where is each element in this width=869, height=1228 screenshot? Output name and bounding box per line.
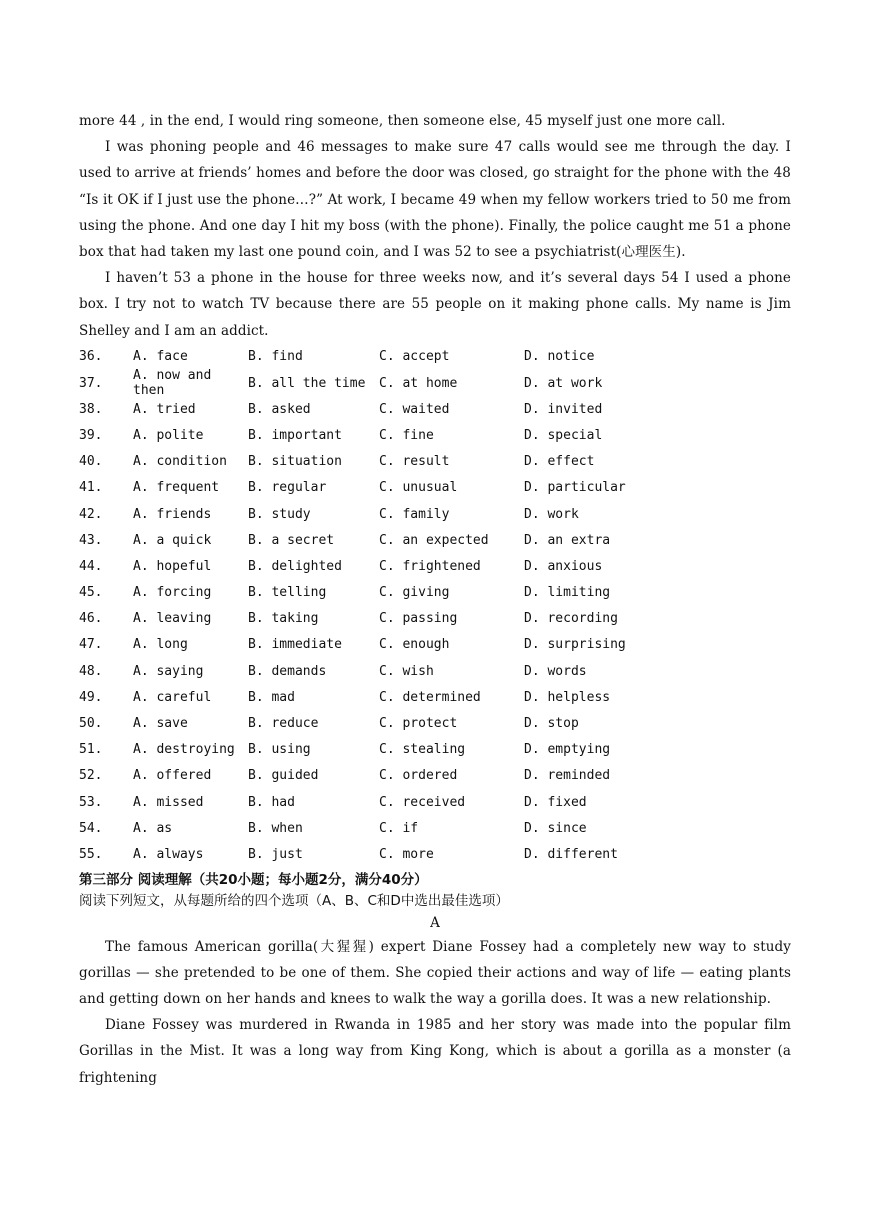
question-number: 48. (79, 663, 103, 679)
option-c: C. determined (379, 689, 481, 705)
option-b: B. just (248, 846, 303, 862)
question-row (79, 658, 791, 684)
document-page (79, 108, 791, 1091)
option-d: D. words (524, 663, 587, 679)
option-b: B. had (248, 794, 295, 810)
option-a: A. forcing (133, 585, 212, 601)
option-d: D. work (524, 506, 579, 522)
option-d: D. particular (524, 480, 626, 496)
option-d: D. effect (524, 454, 595, 470)
option-a: A. careful (133, 689, 212, 705)
option-c: C. stealing (379, 742, 466, 758)
reading-paragraph-1: The famous American gorilla(大猩猩) expert Diane Fossey had a completely new way to study gorillas — she pretended to be one of them. She copied their actions and way of life — eating plants and getting down on her hands and knees to walk the way a gorilla does. It was a new relationship. (79, 938, 791, 1007)
option-c: C. if (379, 820, 419, 836)
option-a: A. leaving (133, 611, 212, 627)
option-a: A. now and then (133, 368, 212, 399)
option-b: B. taking (248, 611, 319, 627)
option-b: B. delighted (248, 558, 342, 574)
question-number: 47. (79, 637, 103, 653)
option-a: A. friends (133, 506, 212, 522)
option-b: B. telling (248, 585, 327, 601)
option-a: A. long (133, 637, 188, 653)
option-c: C. an expected (379, 532, 489, 548)
passage-paragraph-2: I was phoning people and 46 messages to make sure 47 calls would see me through the day. I used to arrive at friends’ homes and before the door was closed, go straight for the phone with the 48 “Is it OK if I just use the phone…?” At work, I became 49 when my fellow workers tried to 50 me from using the phone. And one day I hit my boss (with the phone). Finally, the police caught me 51 a phone box that had taken my last one pound coin, and I was 52 to see a psychiatrist(心理医生). (79, 139, 791, 261)
option-d: D. since (524, 820, 587, 836)
question-row (79, 841, 791, 867)
option-a: A. as (133, 820, 173, 836)
option-c: C. ordered (379, 768, 458, 784)
option-b: B. study (248, 506, 311, 522)
option-c: C. more (379, 846, 434, 862)
option-b: B. regular (248, 480, 327, 496)
question-number: 42. (79, 506, 103, 522)
option-c: C. passing (379, 611, 458, 627)
option-d: D. notice (524, 349, 595, 365)
option-d: D. recording (524, 611, 618, 627)
question-number: 43. (79, 532, 103, 548)
option-b: B. guided (248, 768, 319, 784)
question-row (79, 396, 791, 422)
option-b: B. a secret (248, 532, 335, 548)
option-d: D. an extra (524, 532, 611, 548)
option-c: C. waited (379, 401, 450, 417)
question-row (79, 344, 791, 370)
question-number: 44. (79, 558, 103, 574)
option-a: A. polite (133, 427, 204, 443)
option-c: C. result (379, 454, 450, 470)
option-c: C. received (379, 794, 466, 810)
question-row (79, 632, 791, 658)
question-options-list (79, 344, 791, 868)
reading-paragraph-2: Diane Fossey was murdered in Rwanda in 1985 and her story was made into the popular film Gorillas in the Mist. It was a long way from King Kong, which is about a gorilla as a monster (a frightening (79, 1017, 791, 1086)
option-d: D. special (524, 427, 603, 443)
question-row (79, 737, 791, 763)
option-c: C. frightened (379, 558, 481, 574)
option-a: A. destroying (133, 742, 235, 758)
option-c: C. family (379, 506, 450, 522)
option-d: D. surprising (524, 637, 626, 653)
question-row (79, 789, 791, 815)
option-d: D. at work (524, 375, 603, 391)
question-number: 53. (79, 794, 103, 810)
section-heading: 第三部分 阅读理解（共20小题；每小题2分，满分40分） (79, 871, 428, 888)
option-c: C. at home (379, 375, 458, 391)
question-row (79, 553, 791, 579)
option-a: A. face (133, 349, 188, 365)
question-row (79, 815, 791, 841)
option-a: A. offered (133, 768, 212, 784)
option-b: B. reduce (248, 716, 319, 732)
option-b: B. when (248, 820, 303, 836)
question-row (79, 606, 791, 632)
option-d: D. invited (524, 401, 603, 417)
question-row (79, 580, 791, 606)
option-d: D. reminded (524, 768, 611, 784)
option-a: A. missed (133, 794, 204, 810)
option-a: A. a quick (133, 532, 212, 548)
option-b: B. mad (248, 689, 295, 705)
option-c: C. fine (379, 427, 434, 443)
option-b: B. demands (248, 663, 327, 679)
question-row (79, 684, 791, 710)
question-row (79, 422, 791, 448)
option-b: B. important (248, 427, 342, 443)
question-row (79, 501, 791, 527)
question-number: 46. (79, 611, 103, 627)
question-number: 37. (79, 375, 103, 391)
question-number: 41. (79, 480, 103, 496)
question-number: 45. (79, 585, 103, 601)
question-row (79, 475, 791, 501)
question-number: 54. (79, 820, 103, 836)
question-number: 40. (79, 454, 103, 470)
option-d: D. helpless (524, 689, 611, 705)
passage-paragraph-1: more 44 , in the end, I would ring someone, then someone else, 45 myself just one more call. (79, 113, 726, 129)
option-c: C. wish (379, 663, 434, 679)
option-a: A. frequent (133, 480, 220, 496)
question-number: 51. (79, 742, 103, 758)
question-row (79, 449, 791, 475)
option-c: C. protect (379, 716, 458, 732)
question-number: 55. (79, 846, 103, 862)
option-b: B. immediate (248, 637, 342, 653)
option-d: D. limiting (524, 585, 611, 601)
question-number: 39. (79, 427, 103, 443)
option-c: C. enough (379, 637, 450, 653)
option-d: D. stop (524, 716, 579, 732)
option-b: B. all the time (248, 375, 366, 391)
option-a: A. condition (133, 454, 227, 470)
option-a: A. always (133, 846, 204, 862)
option-b: B. using (248, 742, 311, 758)
option-d: D. fixed (524, 794, 587, 810)
option-d: D. emptying (524, 742, 611, 758)
option-a: A. saying (133, 663, 204, 679)
question-row (79, 710, 791, 736)
passage-letter: A (430, 914, 440, 931)
passage-paragraph-3: I haven’t 53 a phone in the house for three weeks now, and it’s several days 54 I used a phone box. I try not to watch TV because there are 55 people on it making phone calls. My name is Jim Shelley and I am an addict. (79, 270, 791, 339)
option-c: C. accept (379, 349, 450, 365)
option-d: D. different (524, 846, 618, 862)
question-number: 49. (79, 689, 103, 705)
question-number: 50. (79, 716, 103, 732)
question-number: 38. (79, 401, 103, 417)
question-row (79, 763, 791, 789)
option-d: D. anxious (524, 558, 603, 574)
option-b: B. asked (248, 401, 311, 417)
option-a: A. tried (133, 401, 196, 417)
option-b: B. find (248, 349, 303, 365)
section-instruction: 阅读下列短文，从每题所给的四个选项（A、B、C和D中选出最佳选项） (79, 892, 509, 909)
question-row (79, 527, 791, 553)
question-number: 36. (79, 349, 103, 365)
option-a: A. hopeful (133, 558, 212, 574)
option-a: A. save (133, 716, 188, 732)
option-b: B. situation (248, 454, 342, 470)
question-row (79, 368, 791, 399)
option-c: C. giving (379, 585, 450, 601)
question-number: 52. (79, 768, 103, 784)
option-c: C. unusual (379, 480, 458, 496)
